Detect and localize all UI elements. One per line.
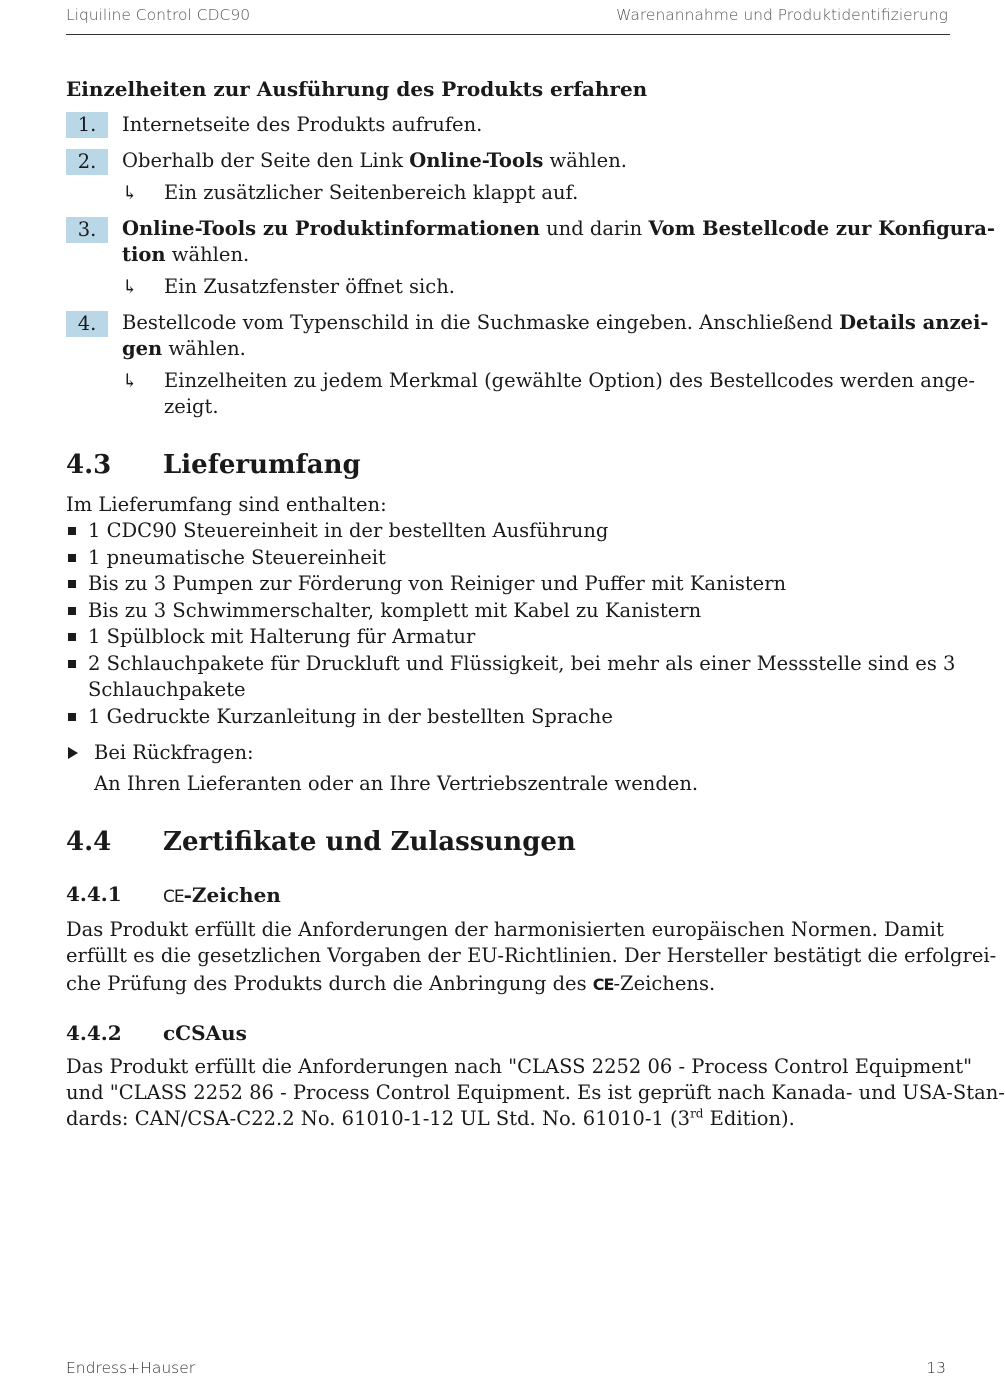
step-text-part: gen	[122, 337, 163, 360]
step-result: Einzelheiten zu jedem Merkmal (gewählte Option) des Bestellcodes werden ange-	[164, 369, 976, 392]
superscript: rd	[690, 1106, 704, 1121]
section-number: 4.4	[66, 827, 112, 857]
paragraph-line	[66, 971, 715, 998]
step-text-part: wählen.	[162, 337, 246, 360]
answer-text: An Ihren Lieferanten oder an Ihre Vertriebszentrale wenden.	[94, 772, 699, 795]
subsection-title: cCSAus	[163, 1021, 247, 1045]
step-number: 4.	[66, 311, 108, 337]
bullet-icon	[68, 607, 76, 615]
section-title: Zertifikate und Zulassungen	[163, 827, 576, 857]
step-text-part: Vom Bestellcode zur Konfigura-	[648, 217, 995, 240]
paragraph-text: Edition).	[703, 1107, 795, 1130]
footer-brand: Endress+Hauser	[66, 1359, 196, 1377]
paragraph-text: che Prüfung des Produkts durch die Anbringung des	[66, 972, 593, 995]
section-title: Lieferumfang	[163, 450, 361, 480]
result-arrow-icon: ↳	[122, 370, 138, 392]
step-text-part: wählen.	[543, 149, 627, 172]
result-arrow-icon: ↳	[122, 276, 138, 298]
paragraph-line: erfüllt es die gesetzlichen Vorgaben der EU-Richtlinien. Der Hersteller bestätigt die erfolgrei-	[66, 944, 997, 967]
step-text-part: Oberhalb der Seite den Link	[122, 149, 410, 172]
paragraph-text: dards: CAN/CSA-C22.2 No. 61010-1-12 UL Std. No. 61010-1 (3	[66, 1107, 691, 1130]
step-text	[122, 148, 627, 174]
list-item-continued: Schlauchpakete	[88, 678, 246, 701]
list-item: Bis zu 3 Schwimmerschalter, komplett mit Kabel zu Kanistern	[88, 599, 702, 622]
paragraph-line: Das Produkt erfüllt die Anforderungen der harmonisierten europäischen Normen. Damit	[66, 918, 944, 941]
result-arrow-icon: ↳	[122, 182, 138, 204]
paragraph-line	[66, 1106, 795, 1132]
paragraph-line: und "CLASS 2252 86 - Process Control Equipment. Es ist geprüft nach Kanada- und USA-Stan-	[66, 1081, 1005, 1104]
online-tools-link-label: Online-Tools	[409, 149, 544, 172]
step-text-part: und darin	[539, 217, 649, 240]
question-text: Bei Rückfragen:	[94, 741, 254, 764]
list-item: Bis zu 3 Pumpen zur Förderung von Reiniger und Puffer mit Kanistern	[88, 572, 787, 595]
bullet-icon	[68, 633, 76, 641]
step-text-part: Details anzei-	[839, 311, 989, 334]
paragraph-text: -Zeichens.	[613, 972, 716, 995]
step-result: Ein Zusatzfenster öffnet sich.	[164, 275, 455, 298]
header-product-name: Liquiline Control CDC90	[66, 6, 251, 24]
page-number: 13	[926, 1359, 946, 1377]
bullet-icon	[68, 580, 76, 588]
header-rule	[66, 34, 950, 35]
step-number: 3.	[66, 217, 108, 243]
list-item: 1 Spülblock mit Halterung für Armatur	[88, 625, 476, 648]
list-item: 1 pneumatische Steuereinheit	[88, 546, 386, 569]
subsection-number: 4.4.1	[66, 882, 122, 906]
subsection-number: 4.4.2	[66, 1021, 122, 1045]
ce-mark-icon: CE	[163, 887, 184, 907]
paragraph-line: Das Produkt erfüllt die Anforderungen nach "CLASS 2252 06 - Process Control Equipment"	[66, 1055, 973, 1078]
bullet-icon	[68, 713, 76, 721]
step-text-continued	[122, 336, 246, 362]
step-text-part: tion	[122, 243, 166, 266]
bullet-icon	[68, 554, 76, 562]
list-item: 1 Gedruckte Kurzanleitung in der bestellten Sprache	[88, 705, 613, 728]
subsection-title-text: -Zeichen	[183, 883, 281, 907]
step-text-continued	[122, 242, 249, 268]
step-number: 2.	[66, 149, 108, 175]
bullet-icon	[68, 527, 76, 535]
list-item: 1 CDC90 Steuereinheit in der bestellten Ausführung	[88, 519, 609, 542]
step-text-part: wählen.	[165, 243, 250, 266]
bullet-icon	[68, 660, 76, 668]
step-number: 1.	[66, 112, 108, 138]
step-text-part: Bestellcode vom Typenschild in die Suchmaske eingeben. Anschließend	[122, 311, 840, 334]
subsection-title	[163, 882, 281, 910]
header-chapter-title: Warenannahme und Produktidentifizierung	[616, 6, 948, 24]
step-text: Internetseite des Produkts aufrufen.	[122, 113, 483, 136]
step-result: Ein zusätzlicher Seitenbereich klappt auf.	[164, 181, 579, 204]
section-number: 4.3	[66, 450, 112, 480]
step-result-continued: zeigt.	[164, 395, 219, 418]
step-text	[122, 216, 995, 242]
ce-mark-icon: CE	[592, 975, 614, 994]
procedure-title: Einzelheiten zur Ausführung des Produkts erfahren	[66, 77, 648, 101]
section-intro: Im Lieferumfang sind enthalten:	[66, 493, 387, 516]
step-text	[122, 310, 988, 336]
list-item: 2 Schlauchpakete für Druckluft und Flüssigkeit, bei mehr als einer Messstelle sind es 3	[88, 652, 956, 675]
step-text-part: Online-Tools zu Produktinformationen	[122, 217, 540, 240]
triangle-bullet-icon	[68, 747, 78, 759]
